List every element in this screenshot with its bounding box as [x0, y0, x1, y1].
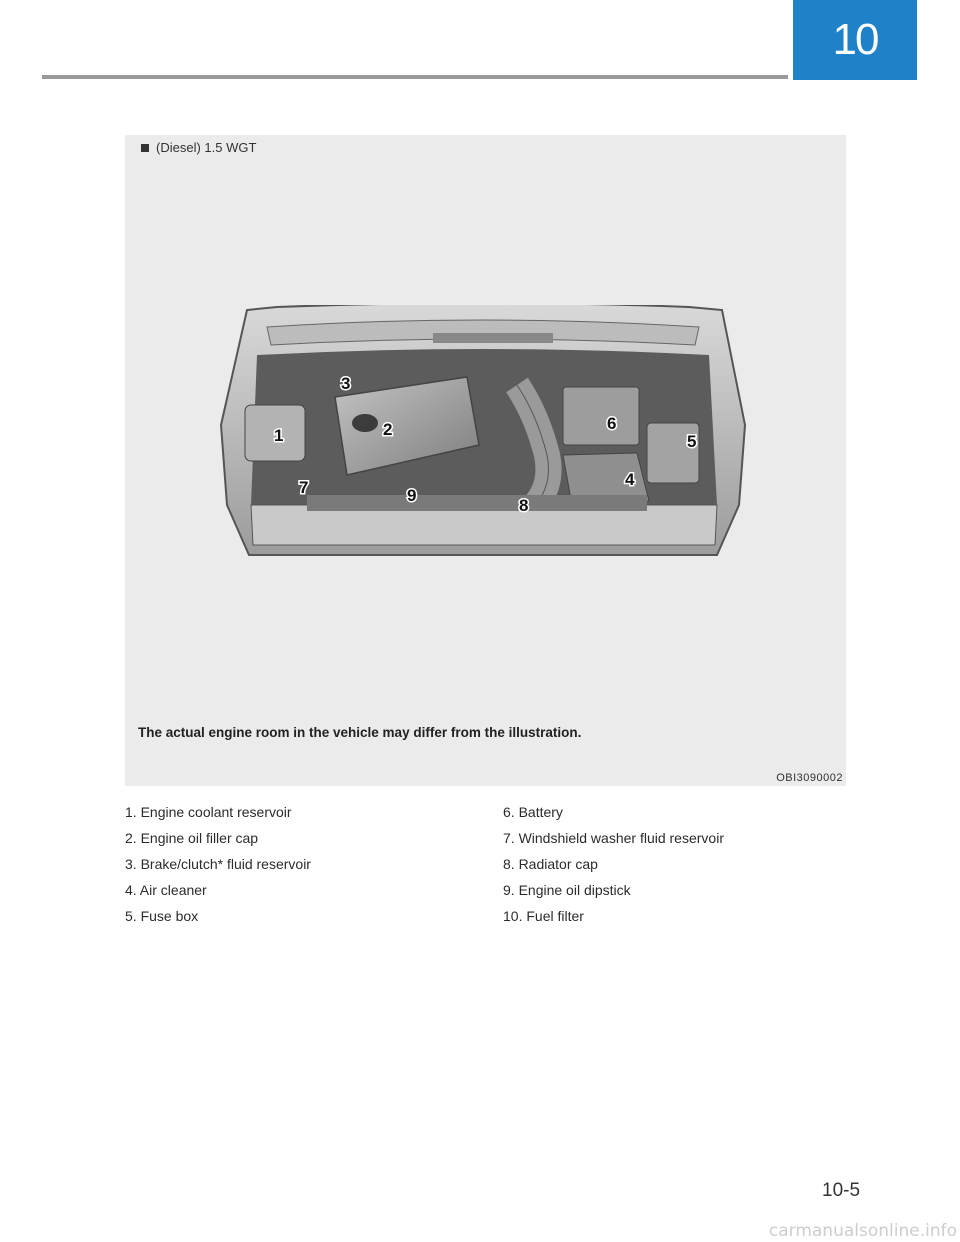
callout-7: 7	[299, 478, 309, 497]
callout-9: 9	[407, 486, 417, 505]
oil-filler-cap-shape	[352, 414, 378, 432]
chapter-tab	[793, 0, 917, 80]
legend-item: 6. Battery	[503, 804, 563, 820]
cowl-grille	[433, 333, 553, 343]
legend-item: 9. Engine oil dipstick	[503, 882, 631, 898]
legend-item: 5. Fuse box	[125, 908, 199, 924]
legend-item: 10. Fuel filter	[503, 908, 584, 924]
legend-item: 7. Windshield washer fluid reservoir	[503, 830, 724, 846]
figure-title-text: (Diesel) 1.5 WGT	[156, 140, 257, 155]
legend-item: 4. Air cleaner	[125, 882, 207, 898]
callout-5: 5	[687, 432, 697, 451]
callout-2: 2	[383, 420, 393, 439]
callout-8: 8	[519, 496, 529, 515]
square-bullet-icon	[141, 144, 149, 152]
callout-1: 1	[274, 426, 284, 445]
engine-room-illustration	[217, 305, 749, 559]
watermark: carmanualsonline.info	[768, 1221, 957, 1241]
legend-list-right	[503, 802, 863, 932]
header-rule	[42, 75, 788, 79]
figure-code: OBI3090002	[776, 772, 843, 784]
figure-title	[141, 140, 256, 155]
page-number: 10-5	[822, 1180, 861, 1201]
legend-item: 1. Engine coolant reservoir	[125, 804, 292, 820]
callout-4: 4	[625, 470, 635, 489]
legend-item: 8. Radiator cap	[503, 856, 598, 872]
battery-shape	[563, 387, 639, 445]
figure-caption: The actual engine room in the vehicle may differ from the illustration.	[138, 725, 582, 740]
figure-box	[125, 135, 846, 786]
radiator-support	[307, 495, 647, 511]
callout-3: 3	[341, 374, 351, 393]
legend-list-left	[125, 802, 485, 932]
callout-6: 6	[607, 414, 617, 433]
legend-item: 2. Engine oil filler cap	[125, 830, 259, 846]
legend-item: 3. Brake/clutch* fluid reservoir	[125, 856, 311, 872]
chapter-number: 10	[832, 15, 878, 64]
